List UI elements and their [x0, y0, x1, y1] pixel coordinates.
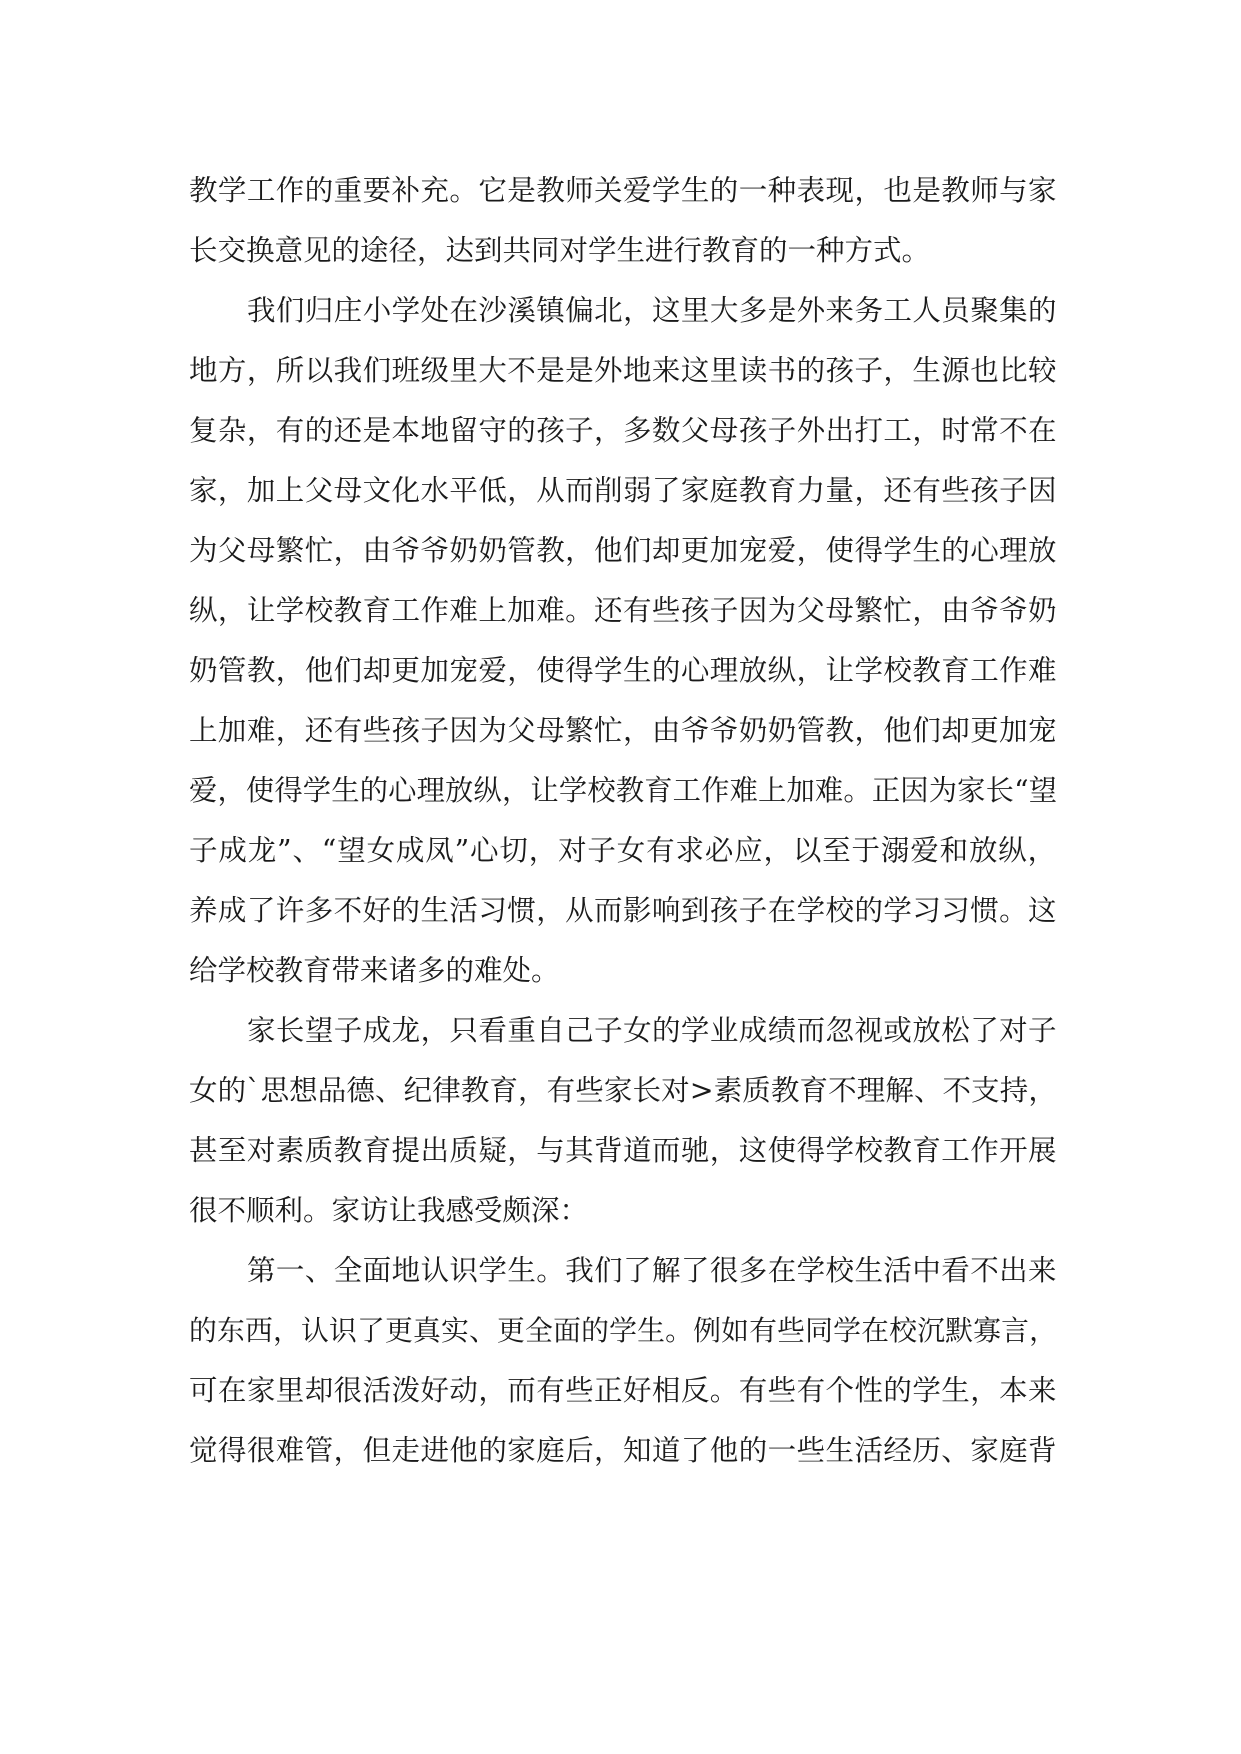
text-line: 纵，让学校教育工作难上加难。还有些孩子因为父母繁忙，由爷爷奶 — [189, 594, 1057, 627]
text-line: 我们归庄小学处在沙溪镇偏北，这里大多是外来务工人员聚集的 — [247, 294, 1057, 327]
text-line: 奶管教，他们却更加宠爱，使得学生的心理放纵，让学校教育工作难 — [189, 654, 1057, 687]
text-line: 为父母繁忙，由爷爷奶奶管教，他们却更加宠爱，使得学生的心理放 — [189, 534, 1057, 567]
body-text — [189, 161, 1057, 1481]
text-line: 很不顺利。家访让我感受颇深： — [189, 1194, 589, 1227]
text-line: 上加难，还有些孩子因为父母繁忙，由爷爷奶奶管教，他们却更加宠 — [189, 714, 1057, 747]
text-line: 的东西，认识了更真实、更全面的学生。例如有些同学在校沉默寡言， — [189, 1314, 1057, 1347]
text-line: 给学校教育带来诸多的难处。 — [189, 954, 560, 987]
text-line: 甚至对素质教育提出质疑，与其背道而驰，这使得学校教育工作开展 — [189, 1134, 1057, 1167]
text-line: 长交换意见的途径，达到共同对学生进行教育的一种方式。 — [189, 234, 931, 267]
text-line: 觉得很难管，但走进他的家庭后，知道了他的一些生活经历、家庭背 — [189, 1434, 1057, 1467]
text-line: 养成了许多不好的生活习惯，从而影响到孩子在学校的学习习惯。这 — [189, 894, 1057, 927]
text-line: 女的`思想品德、纪律教育，有些家长对>素质教育不理解、不支持， — [189, 1074, 1057, 1107]
text-line: 家长望子成龙，只看重自己子女的学业成绩而忽视或放松了对子 — [247, 1014, 1057, 1047]
text-line: 可在家里却很活泼好动，而有些正好相反。有些有个性的学生，本来 — [189, 1374, 1057, 1407]
text-line: 子成龙”、“望女成凤”心切，对子女有求必应，以至于溺爱和放纵， — [189, 834, 1057, 867]
text-line: 家，加上父母文化水平低，从而削弱了家庭教育力量，还有些孩子因 — [189, 474, 1057, 507]
text-line: 复杂，有的还是本地留守的孩子，多数父母孩子外出打工，时常不在 — [189, 414, 1057, 447]
text-line: 教学工作的重要补充。它是教师关爱学生的一种表现，也是教师与家 — [189, 174, 1057, 207]
text-line: 第一、全面地认识学生。我们了解了很多在学校生活中看不出来 — [247, 1254, 1057, 1287]
text-line: 地方，所以我们班级里大不是是外地来这里读书的孩子，生源也比较 — [189, 354, 1057, 387]
text-line: 爱，使得学生的心理放纵，让学校教育工作难上加难。正因为家长“望 — [189, 774, 1057, 807]
